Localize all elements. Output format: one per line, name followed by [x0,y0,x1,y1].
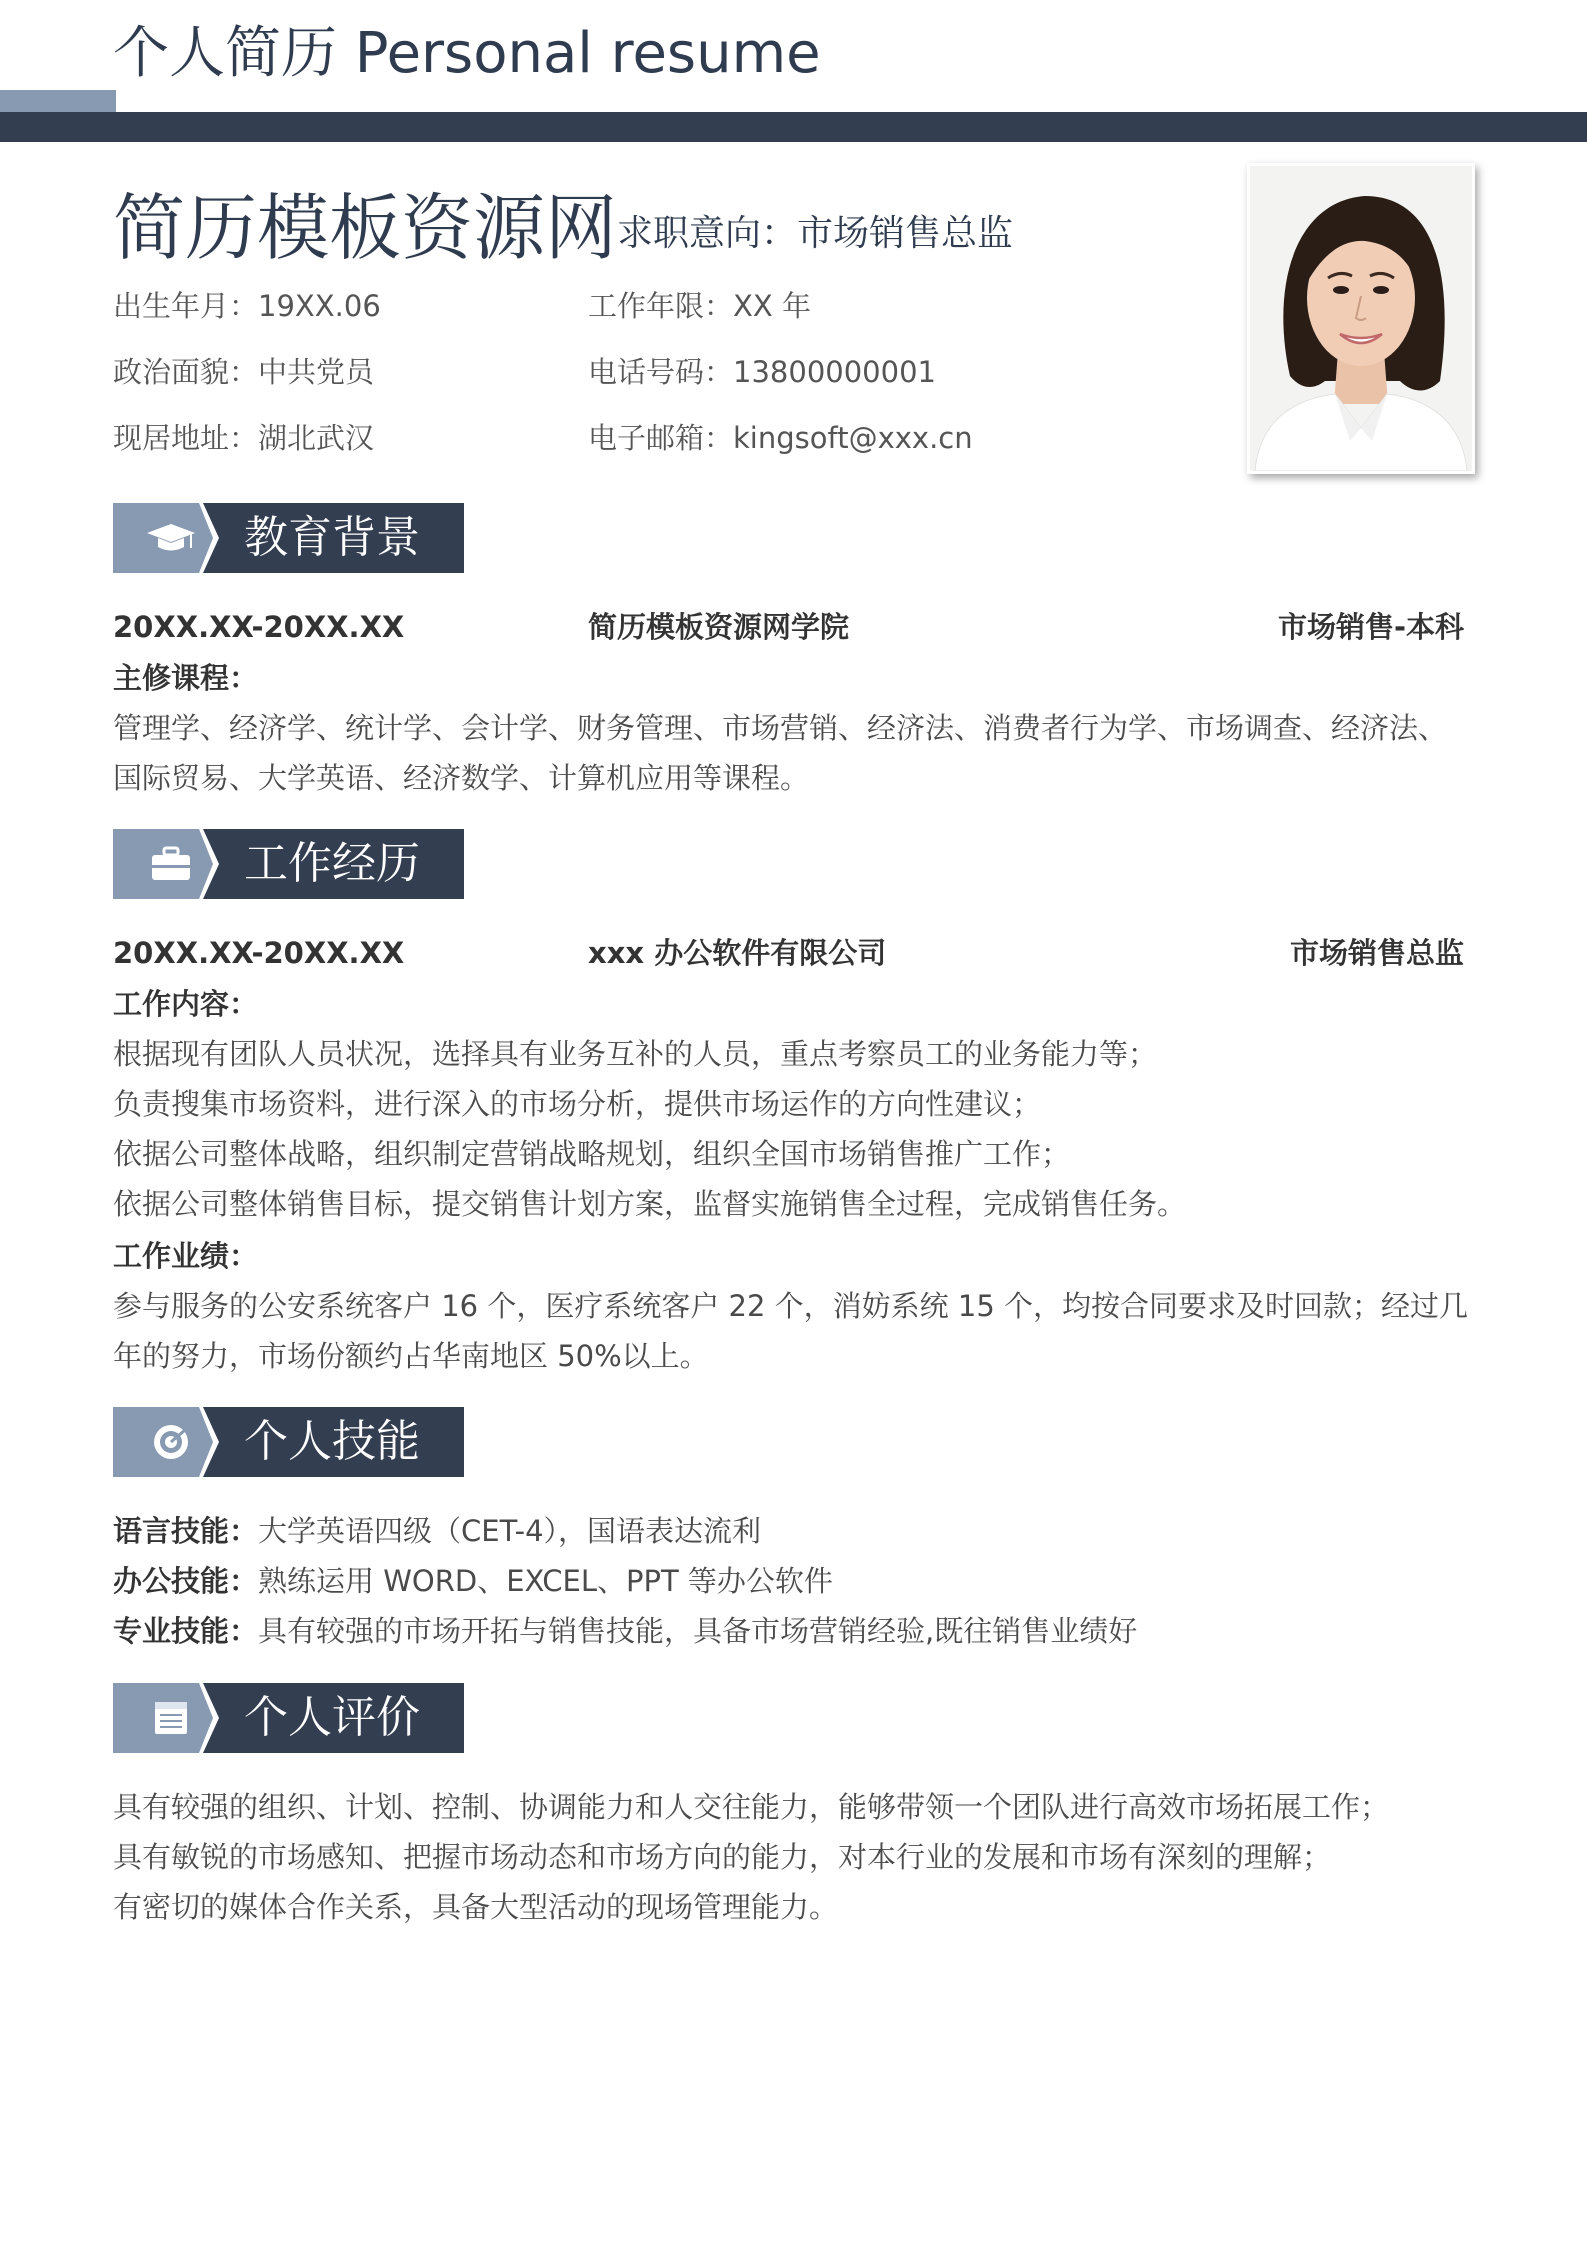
briefcase-icon [143,844,199,884]
section-title-skills: 个人技能 [244,1416,420,1467]
section-title-work: 工作经历 [244,838,420,889]
info-birth: 出生年月：19XX.06 [113,289,381,323]
work-content-line-3: 依据公司整体战略，组织制定营销战略规划，组织全国市场销售推广工作； [113,1137,1071,1171]
info-address: 现居地址：湖北武汉 [113,421,375,455]
skill-office: 办公技能：熟练运用 WORD、EXCEL、PPT 等办公软件 [113,1564,833,1598]
education-period: 20XX.XX-20XX.XX [113,610,405,644]
work-achievement-line-2: 年的努力，市场份额约占华南地区 50%以上。 [113,1339,709,1373]
target-icon [143,1422,199,1462]
skill-language: 语言技能：大学英语四级（CET-4），国语表达流利 [113,1514,762,1548]
page-title: 个人简历 Personal resume [113,21,821,86]
notepad-icon [143,1698,199,1738]
header-band [0,112,1587,142]
section-header-skills [113,1407,464,1477]
work-company: xxx 办公软件有限公司 [588,936,887,970]
education-school: 简历模板资源网学院 [588,610,850,644]
courses-line-2: 国际贸易、大学英语、经济数学、计算机应用等课程。 [113,761,810,795]
profile-photo [1247,163,1475,474]
education-degree: 市场销售-本科 [1277,610,1464,644]
courses-line-1: 管理学、经济学、统计学、会计学、财务管理、市场营销、经济法、消费者行为学、市场调查、经济法、 [113,711,1448,745]
evaluation-line-2: 具有敏锐的市场感知、把握市场动态和市场方向的能力，对本行业的发展和市场有深刻的理解； [113,1840,1332,1874]
work-period: 20XX.XX-20XX.XX [113,936,405,970]
info-phone: 电话号码：13800000001 [588,355,936,389]
work-position: 市场销售总监 [1289,936,1464,970]
work-content-line-1: 根据现有团队人员状况，选择具有业务互补的人员，重点考察员工的业务能力等； [113,1037,1158,1071]
info-email: 电子邮箱：kingsoft@xxx.cn [588,421,973,455]
evaluation-line-1: 具有较强的组织、计划、控制、协调能力和人交往能力，能够带领一个团队进行高效市场拓展工作； [113,1790,1390,1824]
section-title-evaluation: 个人评价 [244,1692,420,1743]
candidate-name: 简历模板资源网 [113,186,618,270]
section-header-education [113,503,464,573]
graduation-cap-icon [143,518,199,558]
info-experience-years: 工作年限：XX 年 [588,289,811,323]
courses-label: 主修课程： [113,661,259,695]
job-intent: 求职意向：市场销售总监 [617,213,1014,254]
work-content-label: 工作内容： [113,987,259,1021]
work-achievement-line-1: 参与服务的公安系统客户 16 个，医疗系统客户 22 个，消妨系统 15 个，均按合同要求及时回款；经过几 [113,1289,1469,1323]
work-achievement-label: 工作业绩： [113,1239,259,1273]
work-content-line-4: 依据公司整体销售目标，提交销售计划方案，监督实施销售全过程，完成销售任务。 [113,1187,1187,1221]
skill-professional: 专业技能：具有较强的市场开拓与销售技能，具备市场营销经验,既往销售业绩好 [113,1614,1138,1648]
evaluation-line-3: 有密切的媒体合作关系，具备大型活动的现场管理能力。 [113,1890,839,1924]
section-title-education: 教育背景 [244,512,420,563]
work-content-line-2: 负责搜集市场资料，进行深入的市场分析，提供市场运作的方向性建议； [113,1087,1042,1121]
section-header-evaluation [113,1683,464,1753]
section-header-work [113,829,464,899]
info-political-status: 政治面貌：中共党员 [113,355,375,389]
